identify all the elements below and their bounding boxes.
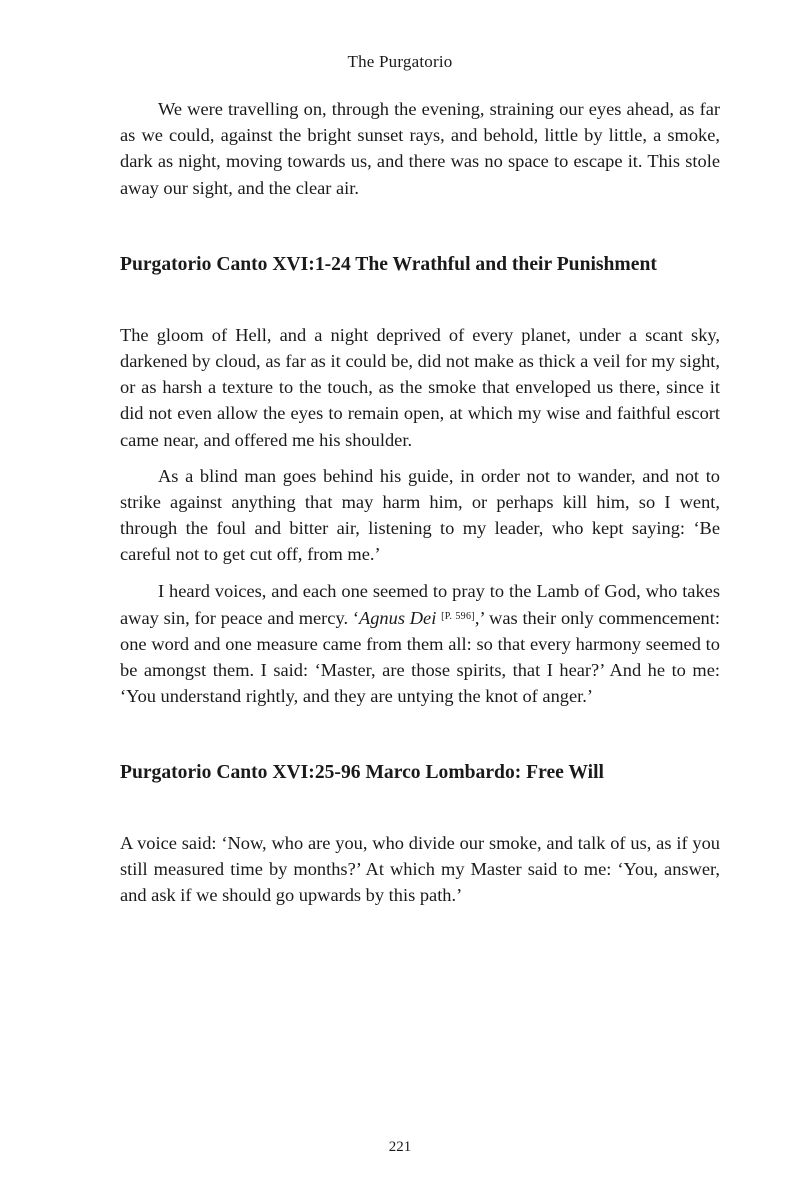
- section1-paragraph-3: [120, 578, 720, 710]
- section-heading-wrathful: Purgatorio Canto XVI:1-24 The Wrathful and their Punishment: [120, 253, 657, 275]
- intro-paragraph: We were travelling on, through the evening, straining our eyes ahead, as far as we could, against the bright sunset rays, and behold, little by little, a smoke, dark as night, moving towards us, and there was no space to escape it. This stole away our sight, and the clear air.: [120, 99, 720, 198]
- paragraph-text: ,’ was their only commencement: one word and one measure came from them all: so that every harmony seemed to be amongst them. I said: ‘Master, are those spirits, that I hear?’ And he to me: ‘You understand rightly, and they are untying the knot of anger.’: [120, 607, 720, 707]
- section1-paragraph-1: The gloom of Hell, and a night deprived of every planet, under a scant sky, darkened by cloud, as far as it could be, did not make as thick a veil for my sight, or as harsh a texture to the touch, as the smoke that enveloped us there, since it did not even allow the eyes to remain open, at which my wise and faithful escort came near, and offered me his shoulder.: [120, 324, 720, 450]
- section2-paragraph-1: A voice said: ‘Now, who are you, who divide our smoke, and talk of us, as if you still measured time by months?’ At which my Master said to me: ‘You, answer, and ask if we should go upwards by this path.’: [120, 832, 720, 906]
- latin-phrase: Agnus Dei: [359, 607, 437, 628]
- body-text: [120, 96, 720, 918]
- running-head: The Purgatorio: [347, 52, 453, 71]
- page-reference: [P. 596]: [441, 610, 475, 622]
- paragraph-text: I heard voices, and each one seemed to pray to the Lamb of God, who takes away sin, for peace and mercy. ‘: [120, 580, 720, 628]
- page-number: 221: [388, 1139, 412, 1155]
- section-heading-marco-lombardo: Purgatorio Canto XVI:25-96 Marco Lombardo: Free Will: [120, 761, 604, 783]
- section1-paragraph-2: As a blind man goes behind his guide, in order not to wander, and not to strike against anything that may harm him, or perhaps kill him, so I went, through the foul and bitter air, listening to my leader, who kept saying: ‘Be careful not to get cut off, from me.’: [120, 465, 720, 565]
